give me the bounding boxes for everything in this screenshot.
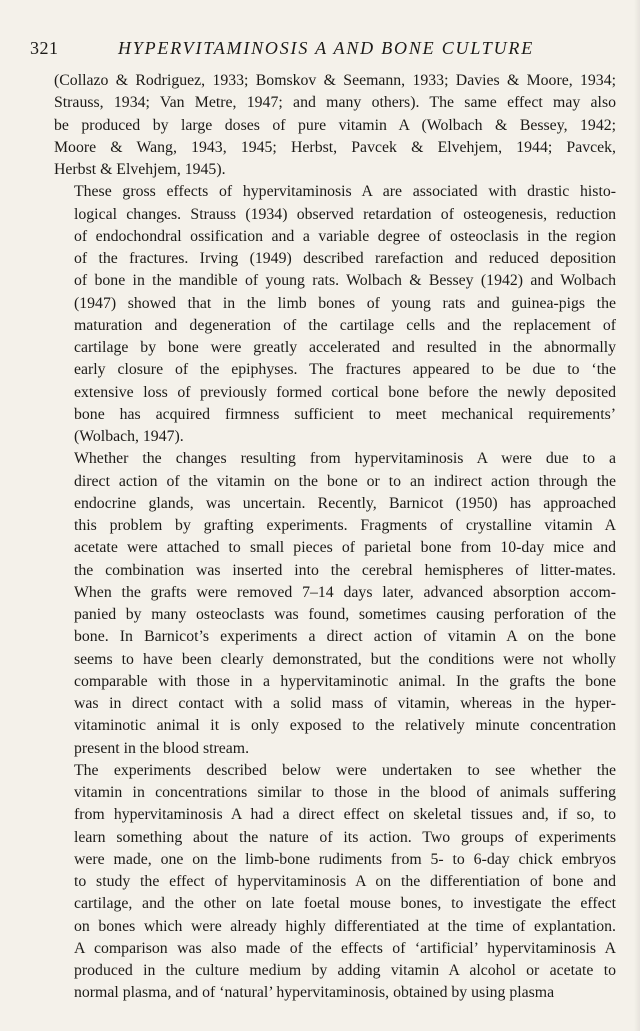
text-line: was in direct contact with a solid mass of vitamin, whereas in the hyper- xyxy=(74,695,616,712)
page-header xyxy=(30,38,610,62)
text-line: acetate were attached to small pieces of parietal bone from 10-day mice and xyxy=(74,539,616,557)
text-line: of bone in the mandible of young rats. Wolbach & Bessey (1942) and Wolbach xyxy=(74,272,616,290)
text-line: of endochondral ossification and a variable degree of osteoclasis in the region xyxy=(74,227,616,245)
text-line: cartilage by bone were greatly accelerated and resulted in the abnormally xyxy=(74,339,616,356)
text-line: be produced by large doses of pure vitamin A (Wolbach & Bessey, 1942; xyxy=(54,116,616,134)
text-line: The experiments described below were undertaken to see whether the xyxy=(74,761,616,779)
page-edge-shadow xyxy=(634,0,640,1031)
text-line: When the grafts were removed 7–14 days later, advanced absorption accom- xyxy=(74,583,616,601)
text-line: bone. In Barnicot’s experiments a direct action of vitamin A on the bone xyxy=(74,628,616,646)
text-line: comparable with those in a hypervitaminotic animal. In the grafts the bone xyxy=(74,672,616,690)
text-line: to study the effect of hypervitaminosis A on the differentiation of bone and xyxy=(74,873,616,890)
text-line: cartilage, and the other on late foetal mouse bones, to investigate the effect xyxy=(74,895,616,913)
text-line: vitaminotic animal it is only exposed to the relatively minute concentration xyxy=(74,717,616,735)
text-line: vitamin in concentrations similar to those in the blood of animals suffering xyxy=(74,784,616,801)
text-line: Whether the changes resulting from hypervitaminosis A were due to a xyxy=(74,450,616,468)
text-line: of the fractures. Irving (1949) described rarefaction and reduced deposition xyxy=(74,250,616,267)
text-line: early closure of the epiphyses. The fractures appeared to be due to ‘the xyxy=(74,361,616,379)
paragraph xyxy=(54,760,616,1005)
text-line: the combination was inserted into the cerebral hemispheres of litter-mates. xyxy=(74,561,616,579)
text-line: These gross effects of hypervitaminosis A are associated with drastic histo- xyxy=(74,183,616,201)
text-line: on bones which were already highly differentiated at the time of explantation. xyxy=(74,917,616,935)
text-line: extensive loss of previously formed cortical bone before the newly deposited xyxy=(74,383,616,401)
text-line: direct action of the vitamin on the bone or to an indirect action through the xyxy=(74,472,616,490)
text-line: bone has acquired firmness sufficient to meet mechanical requirements’ xyxy=(74,405,616,423)
text-line: (Collazo & Rodriguez, 1933; Bomskov & Seemann, 1933; Davies & Moore, 1934; xyxy=(54,72,616,89)
text-line: Herbst & Elvehjem, 1945). xyxy=(54,161,226,178)
text-line: seems to have been clearly demonstrated, but the conditions were not wholly xyxy=(74,650,616,668)
paragraph xyxy=(54,448,616,760)
body-text xyxy=(54,70,616,1005)
text-line: produced in the culture medium by adding vitamin A alcohol or acetate to xyxy=(74,962,616,979)
paragraph xyxy=(54,181,616,448)
text-line: learn something about the nature of its action. Two groups of experiments xyxy=(74,828,616,846)
text-line: A comparison was also made of the effects of ‘artificial’ hypervitaminosis A xyxy=(74,939,616,957)
page-number: 321 xyxy=(30,38,59,58)
text-line: from hypervitaminosis A had a direct effect on skeletal tissues and, if so, to xyxy=(74,806,616,824)
text-line: Strauss, 1934; Van Metre, 1947; and many others). The same effect may also xyxy=(54,94,616,112)
text-line: present in the blood stream. xyxy=(74,739,250,757)
paragraph xyxy=(54,70,616,181)
text-line: Moore & Wang, 1943, 1945; Herbst, Pavcek & Elvehjem, 1944; Pavcek, xyxy=(54,138,616,156)
text-line: were made, one on the limb-bone rudiments from 5- to 6-day chick embryos xyxy=(74,850,616,868)
text-line: maturation and degeneration of the cartilage cells and the replacement of xyxy=(74,316,616,334)
running-title: HYPERVITAMINOSIS A AND BONE CULTURE xyxy=(118,38,534,58)
text-line: logical changes. Strauss (1934) observed retardation of osteogenesis, reduction xyxy=(74,205,616,223)
text-line: (1947) showed that in the limb bones of young rats and guinea-pigs the xyxy=(74,294,616,312)
text-line: normal plasma, and of ‘natural’ hypervitaminosis, obtained by using plasma xyxy=(74,984,555,1002)
text-line: (Wolbach, 1947). xyxy=(74,428,184,445)
text-line: this problem by grafting experiments. Fragments of crystalline vitamin A xyxy=(74,517,616,534)
text-line: panied by many osteoclasts was found, sometimes causing perforation of the xyxy=(74,606,616,623)
text-line: endocrine glands, was uncertain. Recently, Barnicot (1950) has approached xyxy=(74,494,616,512)
